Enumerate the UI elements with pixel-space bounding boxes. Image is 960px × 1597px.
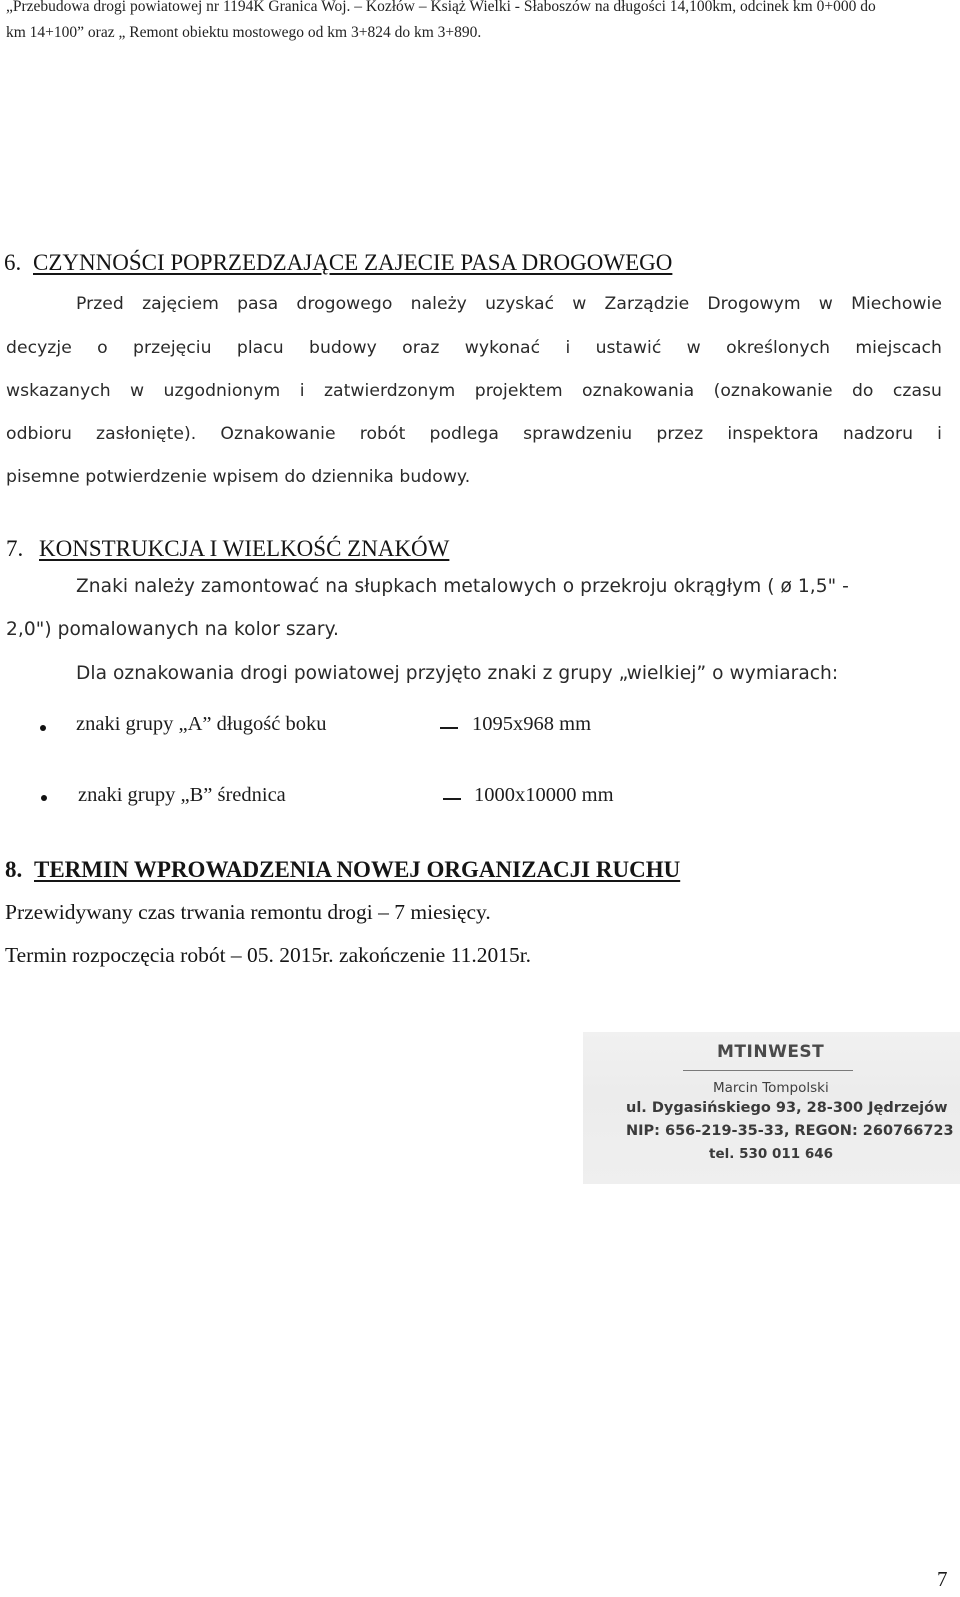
bullet-b-label: znaki grupy „B” średnica [78, 784, 286, 806]
stamp-name: Marcin Tompolski [713, 1080, 829, 1096]
section-6-line-2: decyzje o przejęciu placu budowy oraz wykonać i ustawić w określonych miejscach [6, 338, 942, 358]
bullet-dot-icon [41, 795, 47, 801]
stamp-address: ul. Dygasińskiego 93, 28-300 Jędrzejów [626, 1100, 948, 1116]
section-7-number: 7. [6, 536, 24, 561]
section-7-heading [6, 536, 449, 562]
section-8-line-1: Przewidywany czas trwania remontu drogi – 7 miesięcy. [5, 900, 491, 924]
section-8-line-2: Termin rozpoczęcia robót – 05. 2015r. zakończenie 11.2015r. [5, 943, 532, 967]
section-6-title: CZYNNOŚCI POPRZEDZAJĄCE ZAJECIE PASA DROGOWEGO [33, 250, 673, 275]
bullet-b-value: 1000x10000 mm [474, 784, 614, 806]
header-line-1: „Przebudowa drogi powiatowej nr 1194K Granica Woj. – Kozłów – Książ Wielki - Słaboszów na długości 14,100km, odcinek km 0+000 do [6, 0, 876, 15]
section-6-number: 6. [4, 250, 22, 275]
section-7-title: KONSTRUKCJA I WIELKOŚĆ ZNAKÓW [39, 536, 450, 561]
bullet-a-label: znaki grupy „A” długość boku [76, 713, 327, 735]
page-number: 7 [937, 1567, 948, 1591]
header-line-2: km 14+100” oraz „ Remont obiektu mostowego od km 3+824 do km 3+890. [6, 24, 482, 41]
section-6-line-5: pisemne potwierdzenie wpisem do dziennika budowy. [6, 467, 471, 487]
section-8-heading [5, 857, 680, 883]
company-stamp [583, 1032, 960, 1184]
stamp-rule [683, 1070, 853, 1071]
section-6-heading [4, 250, 672, 276]
section-8-title: TERMIN WPROWADZENIA NOWEJ ORGANIZACJI RUCHU [34, 857, 681, 882]
section-7-para2: Dla oznakowania drogi powiatowej przyjęto znaki z grupy „wielkiej” o wymiarach: [76, 663, 839, 684]
section-6-line-3: wskazanych w uzgodnionym i zatwierdzonym projektem oznakowania (oznakowanie do czasu [6, 381, 942, 401]
section-7-para1-line-2: 2,0") pomalowanych na kolor szary. [6, 619, 339, 640]
section-6-line-1: Przed zajęciem pasa drogowego należy uzyskać w Zarządzie Drogowym w Miechowie [76, 294, 942, 314]
section-6-line-4: odbioru zasłonięte). Oznakowanie robót podlega sprawdzeniu przez inspektora nadzoru i [6, 424, 942, 444]
section-7-para1-line-1: Znaki należy zamontować na słupkach metalowych o przekroju okrągłym ( ø 1,5" - [76, 576, 849, 597]
section-8-number: 8. [5, 857, 23, 882]
bullet-a-dash [440, 727, 458, 729]
bullet-b-dash [443, 798, 461, 800]
bullet-dot-icon [40, 725, 46, 731]
bullet-a-value: 1095x968 mm [472, 713, 592, 735]
stamp-ids: NIP: 656-219-35-33, REGON: 260766723 [626, 1123, 954, 1139]
stamp-company: MTINWEST [717, 1042, 825, 1062]
stamp-phone: tel. 530 011 646 [709, 1146, 834, 1162]
